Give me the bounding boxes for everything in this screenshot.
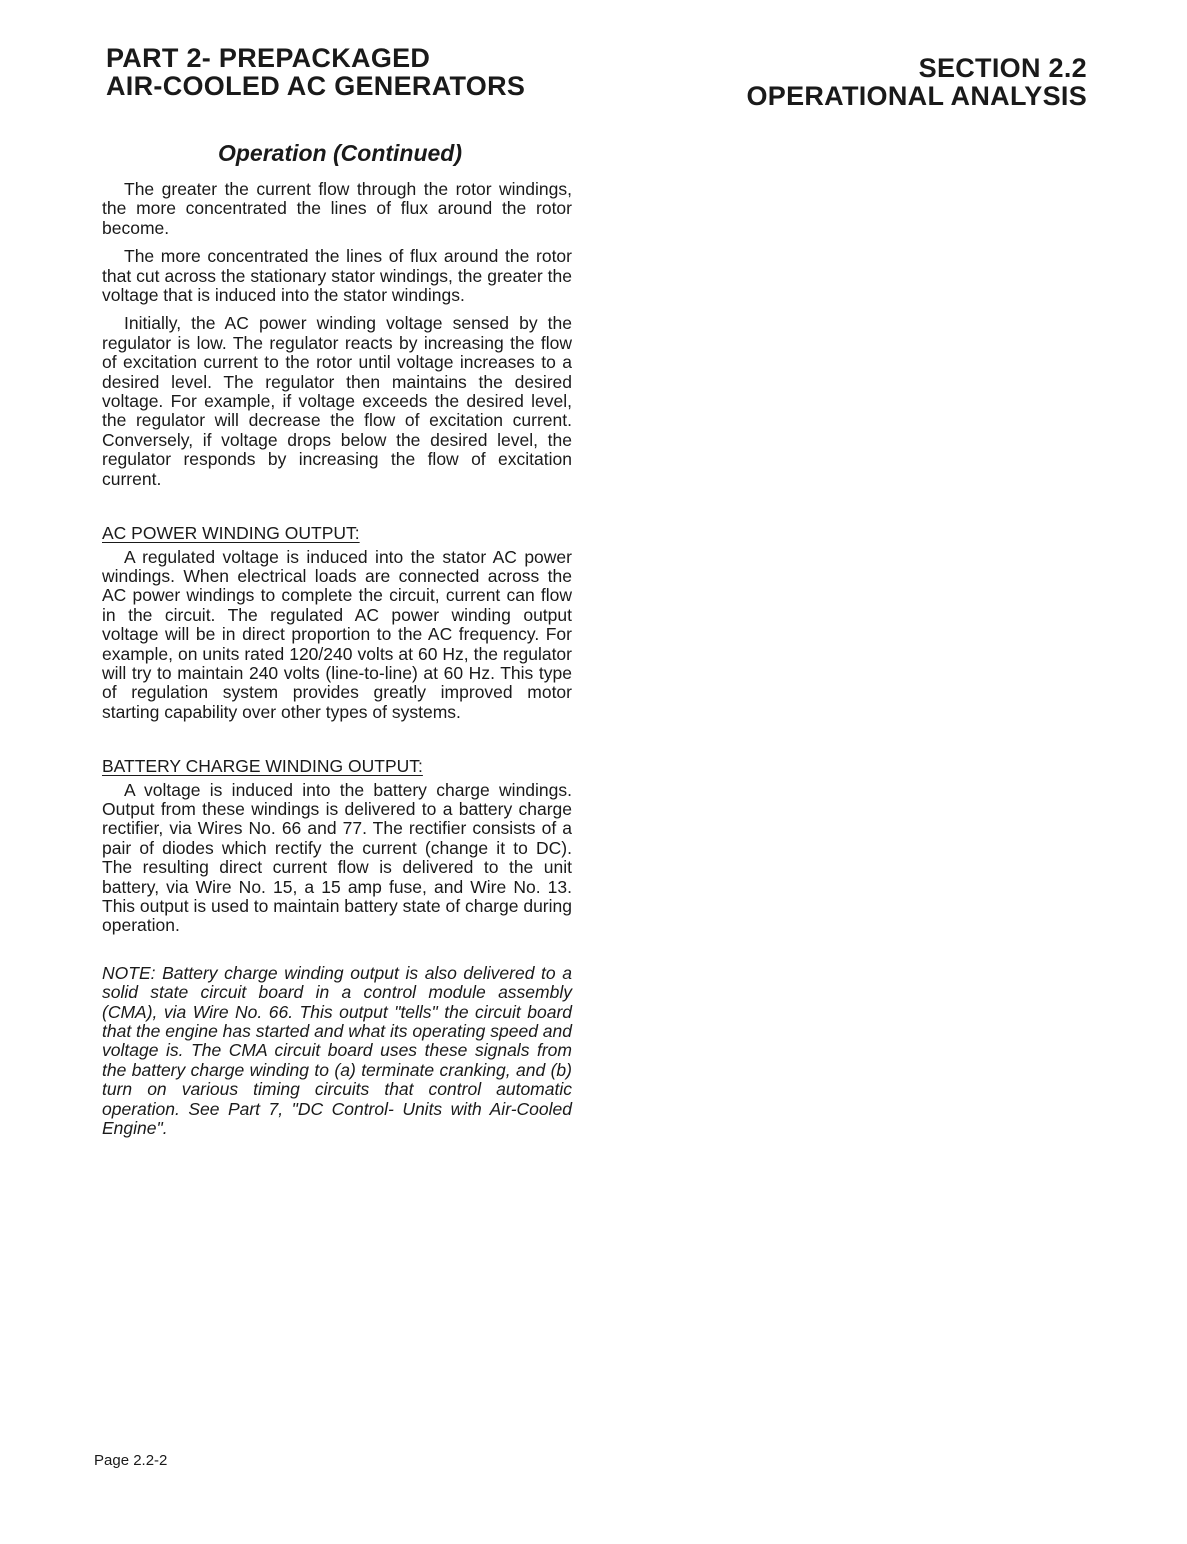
ac-power-heading: AC POWER WINDING OUTPUT: [102, 523, 360, 544]
page-number: Page 2.2-2 [94, 1452, 168, 1469]
operation-heading: Operation (Continued) [217, 140, 463, 166]
paragraph-flux-voltage: The more concentrated the lines of flux around the rotor that cut across the stationary stator windings, the greater the voltage that is induced into the stator windings. [102, 246, 572, 306]
note-paragraph: NOTE: Battery charge winding output is also delivered to a solid state circuit board in a control module assembly (CMA), via Wire No. 66. This output "tells" the circuit board that the engine has started and what its operating speed and voltage is. The CMA circuit board uses these signals from the battery charge winding to (a) terminate cranking, and (b) turn on various timing circuits that control automatic operation. See Part 7, "DC Control- Units with Air-Cooled Engine". [102, 962, 572, 1139]
battery-charge-heading: BATTERY CHARGE WINDING OUTPUT: [102, 756, 423, 777]
part-title-line2: AIR-COOLED AC GENERATORS [106, 71, 526, 101]
section-title-line1: SECTION 2.2 [918, 53, 1087, 83]
body-column [102, 180, 572, 1147]
section-title-line2: OPERATIONAL ANALYSIS [746, 81, 1087, 111]
ac-power-paragraph: A regulated voltage is induced into the stator AC power windings. When electrical loads are connected across the AC power windings to complete the circuit, current can flow in the circuit. The regulated AC power winding output voltage will be in direct proportion to the AC frequency. For example, on units rated 120/240 volts at 60 Hz, the regulator will try to maintain 240 volts (line-to-line) at 60 Hz. This type of regulation system provides greatly improved motor starting capability over other types of systems. [102, 546, 572, 722]
part-title [106, 44, 525, 100]
part-title-line1: PART 2- PREPACKAGED [106, 43, 431, 73]
section-title [746, 54, 1087, 110]
battery-charge-paragraph: A voltage is induced into the battery charge windings. Output from these windings is delivered to a battery charge rectifier, via Wires No. 66 and 77. The rectifier consists of a pair of diodes which rectify the current (change it to DC). The resulting direct current flow is delivered to the unit battery, via Wire No. 15, a 15 amp fuse, and Wire No. 13. This output is used to maintain battery state of charge during operation. [102, 779, 572, 936]
paragraph-regulator: Initially, the AC power winding voltage sensed by the regulator is low. The regulator reacts by increasing the flow of excitation current to the rotor until voltage increases to a desired level. The regulator then maintains the desired voltage. For example, if voltage exceeds the desired level, the regulator will decrease the flow of excitation current. Conversely, if voltage drops below the desired level, the regulator responds by increasing the flow of excitation current. [102, 313, 572, 489]
paragraph-rotor-current: The greater the current flow through the rotor windings, the more concentrated the lines of flux around the rotor become. [102, 179, 572, 238]
